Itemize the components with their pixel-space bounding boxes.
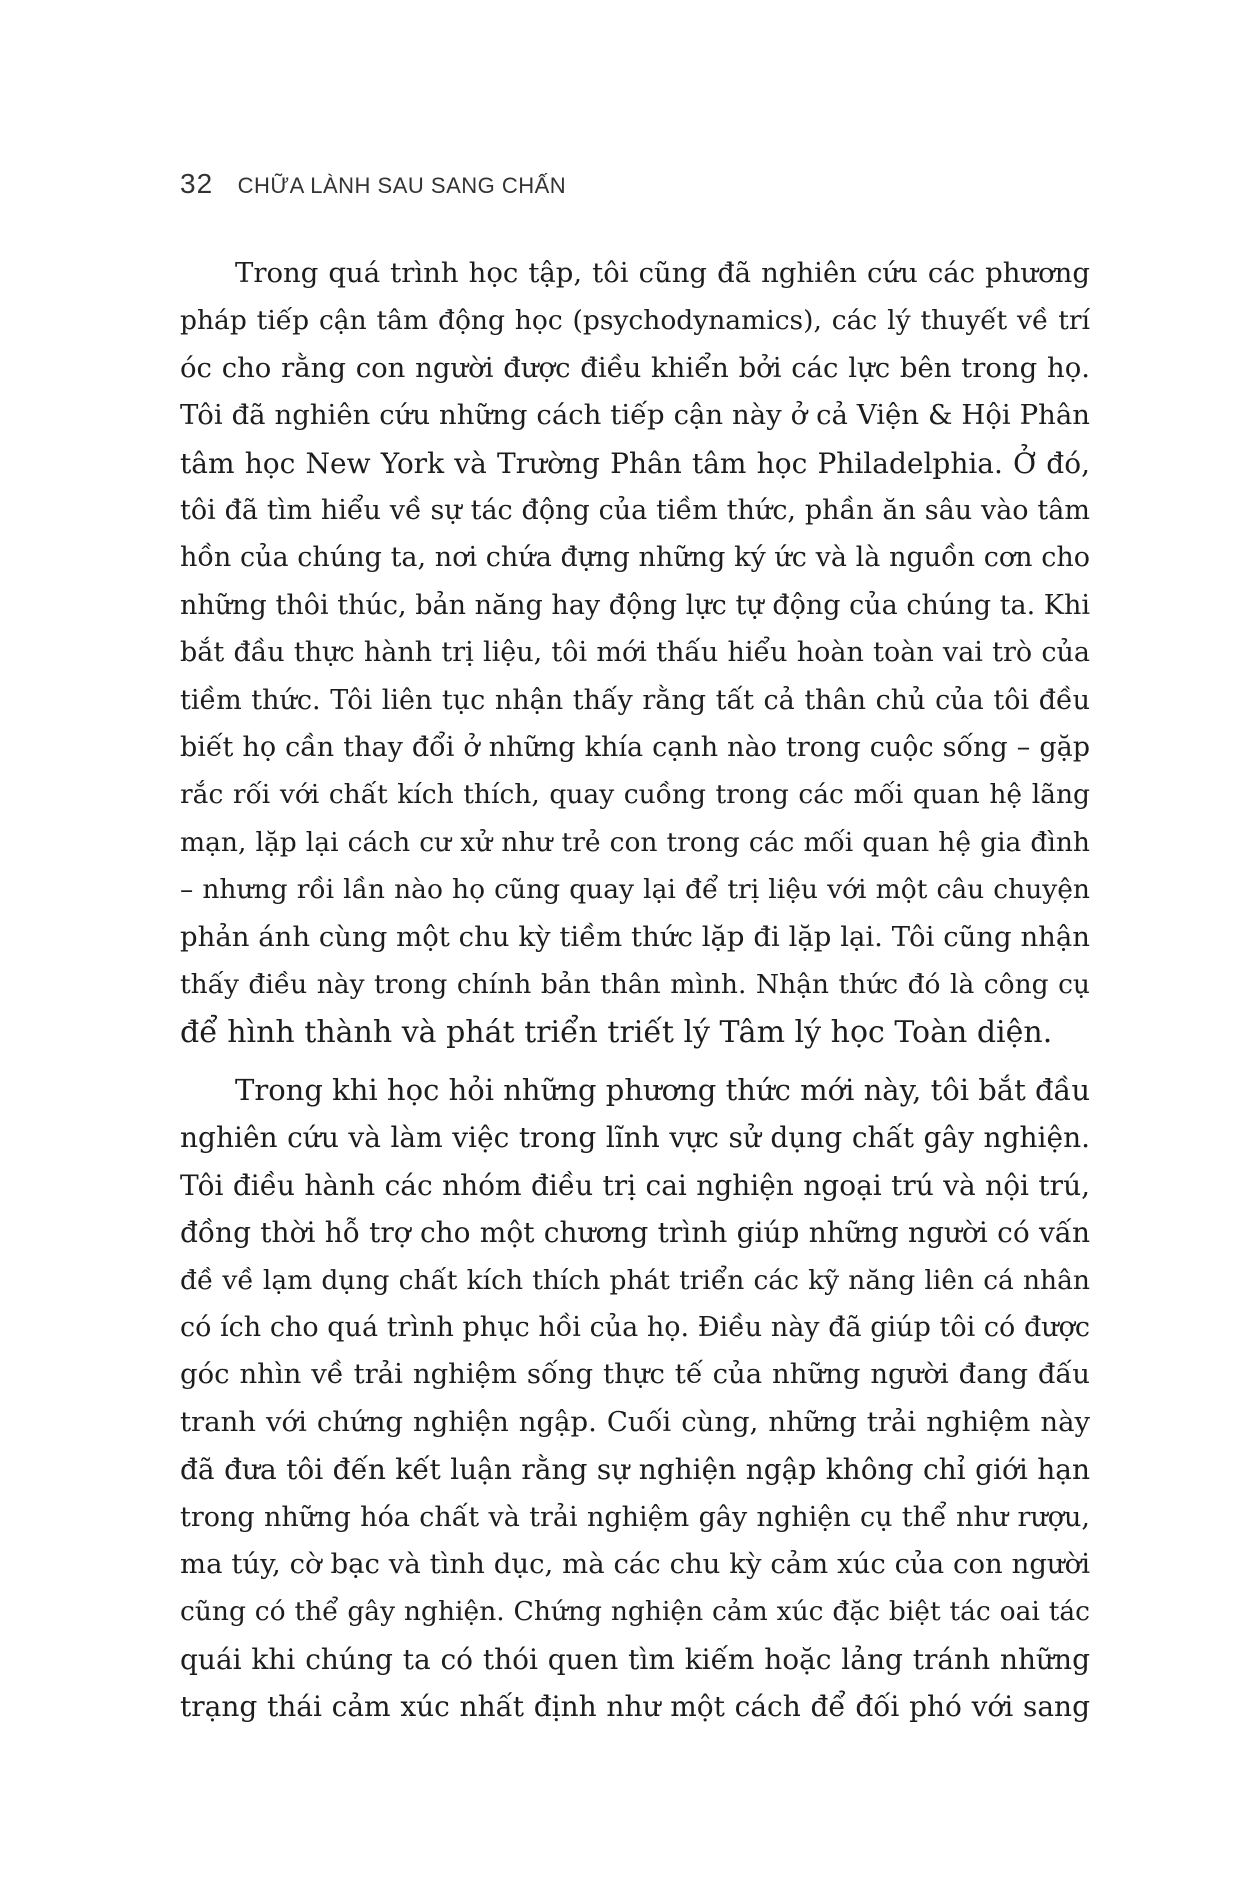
text-line: ma túy, cờ bạc và tình dục, mà các chu kỳ cảm xúc của con người: [180, 1547, 1090, 1580]
body-text: [180, 250, 1090, 1742]
text-line: – nhưng rồi lần nào họ cũng quay lại để trị liệu với một câu chuyện: [180, 874, 1090, 906]
text-line: có ích cho quá trình phục hồi của họ. Điều này đã giúp tôi có được: [180, 1311, 1090, 1343]
text-line: đã đưa tôi đến kết luận rằng sự nghiện ngập không chỉ giới hạn: [180, 1453, 1090, 1487]
book-title: CHỮA LÀNH SAU SANG CHẤN: [237, 173, 567, 198]
paragraph-1: [180, 250, 1090, 1056]
text-line: mạn, lặp lại cách cư xử như trẻ con trong các mối quan hệ gia đình: [180, 826, 1090, 858]
text-line: tâm học New York và Trường Phân tâm học Philadelphia. Ở đó,: [180, 446, 1090, 480]
text-line: biết họ cần thay đổi ở những khía cạnh nào trong cuộc sống – gặp: [180, 732, 1090, 764]
text-line: hồn của chúng ta, nơi chứa đựng những ký ức và là nguồn cơn cho: [180, 542, 1090, 574]
text-line: rắc rối với chất kích thích, quay cuồng trong các mối quan hệ lãng: [180, 779, 1090, 811]
text-line: thấy điều này trong chính bản thân mình. Nhận thức đó là công cụ: [180, 969, 1090, 1001]
text-line: cũng có thể gây nghiện. Chứng nghiện cảm xúc đặc biệt tác oai tác: [180, 1596, 1090, 1628]
text-line: đề về lạm dụng chất kích thích phát triển các kỹ năng liên cá nhân: [180, 1264, 1090, 1296]
text-line: bắt đầu thực hành trị liệu, tôi mới thấu hiểu hoàn toàn vai trò của: [180, 637, 1090, 669]
text-line: phản ánh cùng một chu kỳ tiềm thức lặp đi lặp lại. Tôi cũng nhận: [180, 920, 1090, 953]
text-line: tranh với chứng nghiện ngập. Cuối cùng, những trải nghiệm này: [180, 1405, 1090, 1438]
text-line: tiềm thức. Tôi liên tục nhận thấy rằng tất cả thân chủ của tôi đều: [180, 684, 1090, 716]
text-line: những thôi thúc, bản năng hay động lực tự động của chúng ta. Khi: [180, 589, 1090, 621]
text-line: trạng thái cảm xúc nhất định như một cách để đối phó với sang: [180, 1690, 1090, 1724]
text-line: góc nhìn về trải nghiệm sống thực tế của những người đang đấu: [180, 1358, 1090, 1391]
text-line: nghiên cứu và làm việc trong lĩnh vực sử dụng chất gây nghiện.: [180, 1121, 1090, 1155]
text-line: Trong quá trình học tập, tôi cũng đã nghiên cứu các phương: [235, 257, 1090, 289]
text-line: pháp tiếp cận tâm động học (psychodynamics), các lý thuyết về trí: [180, 305, 1090, 337]
page-number: 32: [180, 168, 214, 199]
text-line: tôi đã tìm hiểu về sự tác động của tiềm thức, phần ăn sâu vào tâm: [180, 495, 1090, 527]
paragraph-2: [180, 1067, 1090, 1731]
text-line: óc cho rằng con người được điều khiển bởi các lực bên trong họ.: [180, 351, 1090, 384]
text-line: để hình thành và phát triển triết lý Tâm lý học Toàn diện.: [180, 1014, 1053, 1050]
text-line: Tôi điều hành các nhóm điều trị cai nghiện ngoại trú và nội trú,: [180, 1168, 1090, 1202]
text-line: đồng thời hỗ trợ cho một chương trình giúp những người có vấn: [180, 1216, 1090, 1250]
running-header: [180, 168, 566, 200]
text-line: Tôi đã nghiên cứu những cách tiếp cận này ở cả Viện & Hội Phân: [180, 399, 1090, 432]
text-line: quái khi chúng ta có thói quen tìm kiếm hoặc lảng tránh những: [180, 1642, 1090, 1676]
text-line: trong những hóa chất và trải nghiệm gây nghiện cụ thể như rượu,: [180, 1501, 1090, 1533]
text-line: Trong khi học hỏi những phương thức mới này, tôi bắt đầu: [235, 1072, 1090, 1107]
